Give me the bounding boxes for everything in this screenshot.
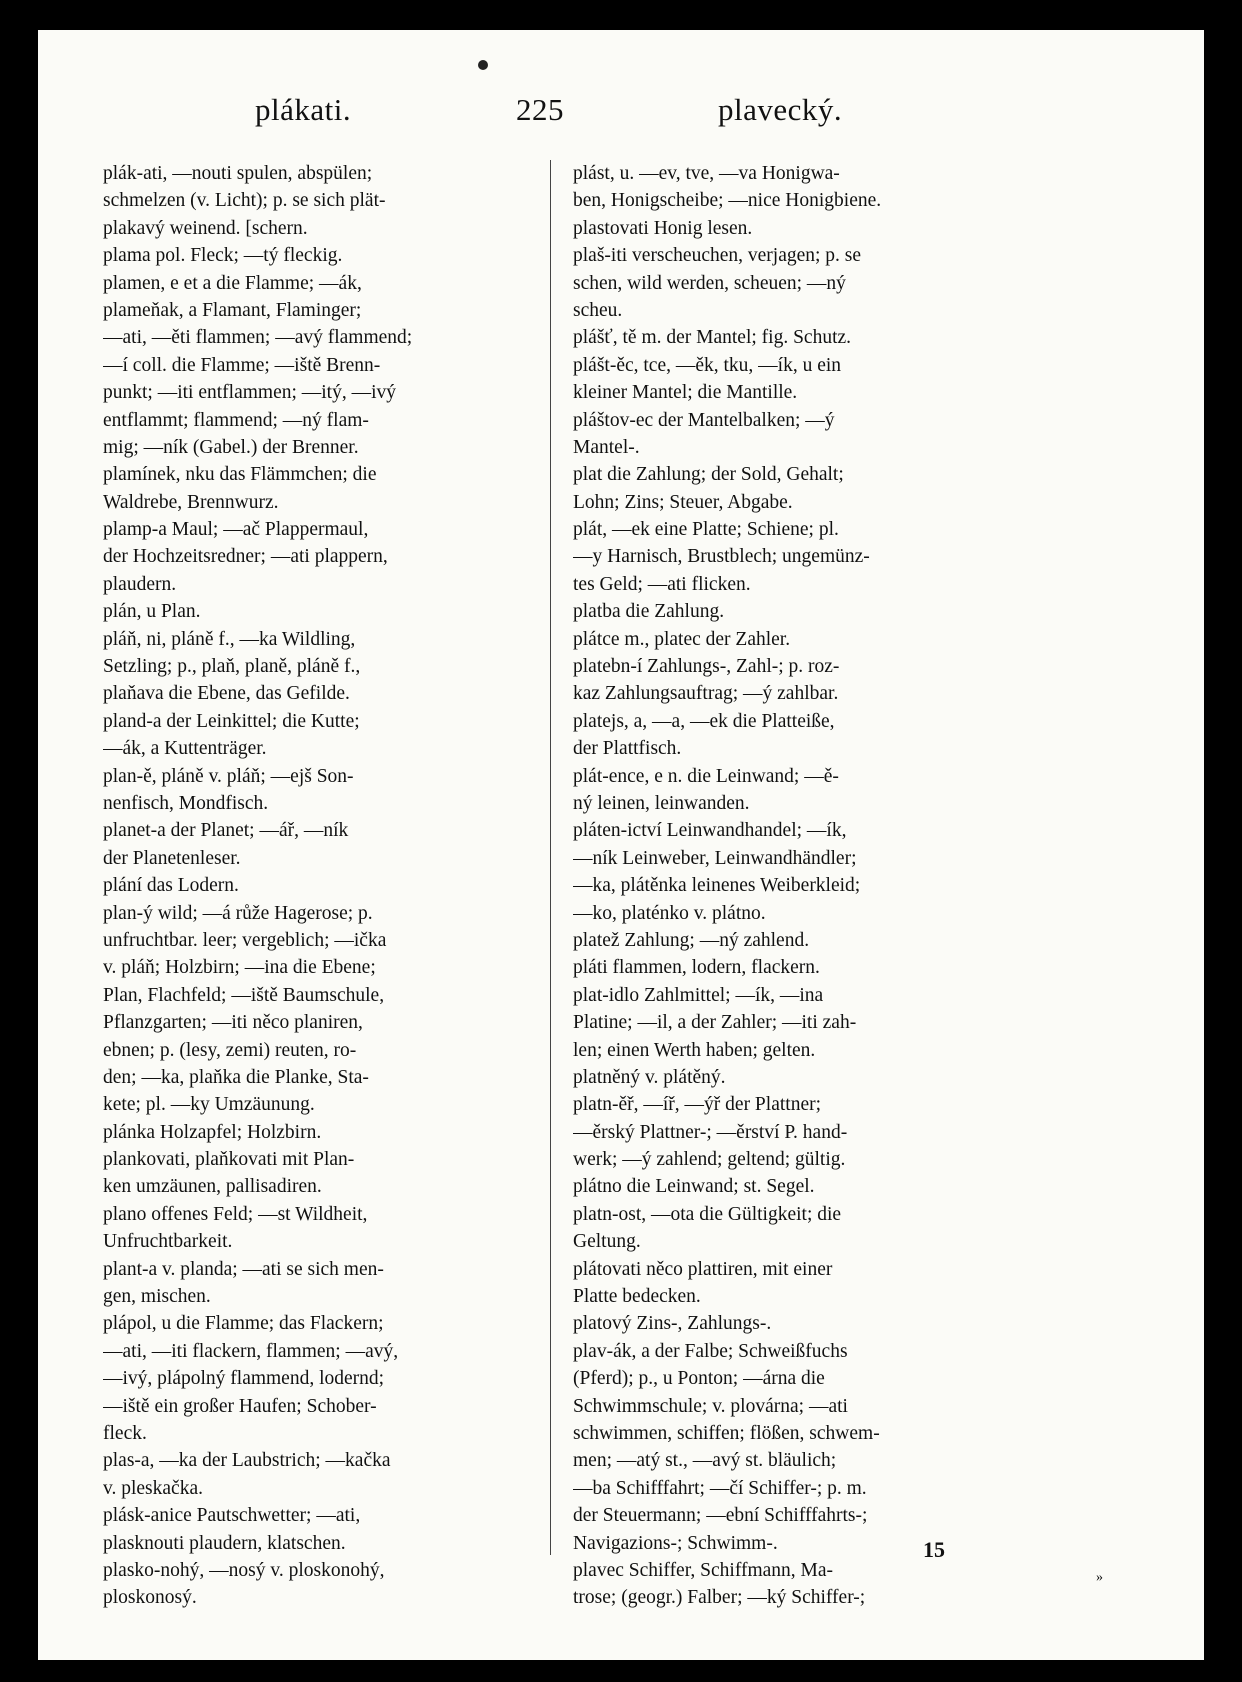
text-line: schmelzen (v. Licht); p. se sich plät- (103, 190, 386, 212)
text-line: plátovati něco plattiren, mit einer (573, 1258, 833, 1280)
text-line: plamp-a Maul; —ač Plappermaul, (103, 519, 369, 541)
text-line: plat die Zahlung; der Sold, Gehalt; (573, 464, 844, 486)
text-line: Waldrebe, Brennwurz. (103, 491, 279, 513)
text-line: plama pol. Fleck; —tý fleckig. (103, 245, 343, 267)
text-line: der Planetenleser. (103, 847, 241, 869)
text-line: Mantel-. (573, 436, 640, 458)
text-line: Setzling; p., plaň, planě, pláně f., (103, 656, 361, 678)
text-line: plakavý weinend. [schern. (103, 217, 308, 239)
text-line: planet-a der Planet; —ář, —ník (103, 820, 349, 842)
text-line: plání das Lodern. (103, 875, 239, 897)
text-line: platněný v. plátěný. (573, 1066, 726, 1088)
text-line: gen, mischen. (103, 1286, 211, 1308)
text-line: —ati, —iti flackern, flammen; —avý, (103, 1340, 399, 1362)
text-line: plat-idlo Zahlmittel; —ík, —ina (573, 984, 824, 1006)
text-line: schwimmen, schiffen; flößen, schwem- (573, 1422, 880, 1444)
text-line: schen, wild werden, scheuen; —ný (573, 272, 846, 294)
text-line: plamen, e et a die Flamme; —ák, (103, 272, 362, 294)
text-line: Navigazions-; Schwimm-. (573, 1532, 778, 1554)
text-line: —ka, plátěnka leinenes Weiberkleid; (573, 875, 861, 897)
scan-dot (478, 60, 488, 70)
text-line: plasko-nohý, —nosý v. ploskonohý, (103, 1559, 385, 1581)
text-line: —ník Leinweber, Leinwandhändler; (573, 847, 857, 869)
text-line: —y Harnisch, Brustblech; ungemünz- (573, 546, 870, 568)
text-line: plano offenes Feld; —st Wildheit, (103, 1203, 368, 1225)
text-line: plán, u Plan. (103, 601, 201, 623)
text-line: ken umzäunen, pallisadiren. (103, 1176, 322, 1198)
text-line: nenfisch, Mondfisch. (103, 792, 269, 814)
text-line: der Hochzeitsredner; —ati plappern, (103, 546, 388, 568)
page-number: 225 (516, 92, 564, 127)
text-line: plášť, tě m. der Mantel; fig. Schutz. (573, 327, 852, 349)
text-line: —ati, —ěti flammen; —avý flammend; (103, 327, 413, 349)
text-line: plápol, u die Flamme; das Flackern; (103, 1313, 384, 1335)
text-line: plastovati Honig lesen. (573, 217, 753, 239)
page-header (38, 92, 1204, 152)
text-line: entflammt; flammend; —ný flam- (103, 409, 369, 431)
text-line: plasknouti plaudern, klatschen. (103, 1532, 346, 1554)
header-last-entry: plavecký. (718, 92, 843, 127)
text-line: —ivý, plápolný flammend, lodernd; (103, 1368, 385, 1390)
text-line: kleiner Mantel; die Mantille. (573, 382, 798, 404)
text-line: plavec Schiffer, Schiffmann, Ma- (573, 1559, 834, 1581)
text-line: Plan, Flachfeld; —iště Baumschule, (103, 984, 385, 1006)
text-line: pláň, ni, pláně f., —ka Wildling, (103, 628, 356, 650)
text-line: plátno die Leinwand; st. Segel. (573, 1176, 815, 1198)
text-line: pláštov-ec der Mantelbalken; —ý (573, 409, 835, 431)
text-line: —ko, platénko v. plátno. (573, 902, 766, 924)
text-line: Schwimmschule; v. plovárna; —ati (573, 1395, 848, 1417)
text-line: plánka Holzapfel; Holzbirn. (103, 1121, 322, 1143)
text-line: plav-ák, a der Falbe; Schweißfuchs (573, 1340, 848, 1362)
text-line: der Steuermann; —ební Schifffahrts-; (573, 1505, 868, 1527)
text-line: plankovati, plaňkovati mit Plan- (103, 1149, 355, 1171)
text-line: Lohn; Zins; Steuer, Abgabe. (573, 491, 793, 513)
text-line: den; —ka, plaňka die Planke, Sta- (103, 1066, 369, 1088)
text-line: punkt; —iti entflammen; —itý, —ivý (103, 382, 397, 404)
right-column (573, 160, 1018, 1612)
text-line: Geltung. (573, 1231, 641, 1253)
text-line: unfruchtbar. leer; vergeblich; —ička (103, 929, 387, 951)
text-line: v. pleskačka. (103, 1477, 203, 1499)
text-line: plaňava die Ebene, das Gefilde. (103, 683, 350, 705)
text-line: pláten-ictví Leinwandhandel; —ík, (573, 820, 847, 842)
text-line: plas-a, —ka der Laubstrich; —kačka (103, 1450, 391, 1472)
text-line: werk; —ý zahlend; geltend; gültig. (573, 1149, 846, 1171)
text-line: scheu. (573, 299, 623, 321)
text-line: platebn-í Zahlungs-, Zahl-; p. roz- (573, 656, 840, 678)
margin-mark: » (1096, 1570, 1103, 1585)
text-line: plan-ě, pláně v. pláň; —ejš Son- (103, 765, 354, 787)
text-line: plák-ati, —nouti spulen, abspülen; (103, 163, 373, 184)
text-line: plát, —ek eine Platte; Schiene; pl. (573, 519, 839, 541)
dictionary-page (38, 30, 1204, 1660)
text-line: platejs, a, —a, —ek die Platteiße, (573, 710, 835, 732)
text-line: ben, Honigscheibe; —nice Honigbiene. (573, 190, 882, 212)
text-line: plameňak, a Flamant, Flaminger; (103, 299, 362, 321)
text-line: plásk-anice Pautschwetter; —ati, (103, 1505, 361, 1527)
text-line: plamínek, nku das Flämmchen; die (103, 464, 377, 486)
text-line: v. pláň; Holzbirn; —ina die Ebene; (103, 957, 376, 979)
text-line: fleck. (103, 1422, 147, 1444)
text-line: platový Zins-, Zahlungs-. (573, 1313, 772, 1335)
text-line: platn-ěř, —íř, —ýř der Plattner; (573, 1094, 822, 1116)
text-line: len; einen Werth haben; gelten. (573, 1039, 816, 1061)
text-line: plant-a v. planda; —ati se sich men- (103, 1258, 384, 1280)
left-column (103, 160, 548, 1612)
text-line: —í coll. die Flamme; —iště Brenn- (103, 354, 381, 376)
text-line: —ák, a Kuttenträger. (103, 738, 267, 760)
text-line: plaudern. (103, 573, 177, 595)
signature-mark: 15 (923, 1537, 945, 1562)
text-line: plaš-iti verscheuchen, verjagen; p. se (573, 245, 862, 267)
text-line: kete; pl. —ky Umzäunung. (103, 1094, 315, 1116)
text-line: platež Zahlung; —ný zahlend. (573, 929, 810, 951)
text-line: platba die Zahlung. (573, 601, 725, 623)
text-line: pláti flammen, lodern, flackern. (573, 957, 820, 979)
text-line: (Pferd); p., u Ponton; —árna die (573, 1368, 825, 1390)
text-line: platn-ost, —ota die Gültigkeit; die (573, 1203, 842, 1225)
text-line: ebnen; p. (lesy, zemi) reuten, ro- (103, 1039, 357, 1061)
text-line: plan-ý wild; —á růže Hagerose; p. (103, 902, 373, 924)
text-line: plást, u. —ev, tve, —va Honigwa- (573, 163, 840, 184)
text-line: mig; —ník (Gabel.) der Brenner. (103, 436, 359, 458)
column-divider (550, 160, 551, 1555)
text-line: plátce m., platec der Zahler. (573, 628, 791, 650)
text-line: —iště ein großer Haufen; Schober- (103, 1395, 377, 1417)
text-line: kaz Zahlungsauftrag; —ý zahlbar. (573, 683, 839, 705)
text-line: Platte bedecken. (573, 1286, 701, 1308)
text-line: plát-ence, e n. die Leinwand; —ě- (573, 765, 839, 787)
text-line: Unfruchtbarkeit. (103, 1231, 233, 1253)
text-line: ný leinen, leinwanden. (573, 792, 750, 814)
text-line: der Plattfisch. (573, 738, 682, 760)
text-line: men; —atý st., —avý st. bläulich; (573, 1450, 837, 1472)
text-line: ploskonosý. (103, 1587, 197, 1609)
text-line: trose; (geogr.) Falber; —ký Schiffer-; (573, 1587, 866, 1609)
text-line: pland-a der Leinkittel; die Kutte; (103, 710, 360, 732)
text-line: —ěrský Plattner-; —ěrství P. hand- (573, 1121, 848, 1143)
text-line: plášt-ěc, tce, —ěk, tku, —ík, u ein (573, 354, 842, 376)
text-line: tes Geld; —ati flicken. (573, 573, 751, 595)
text-line: Platine; —il, a der Zahler; —iti zah- (573, 1012, 857, 1034)
header-first-entry: plákati. (255, 92, 352, 127)
text-line: Pflanzgarten; —iti něco planiren, (103, 1012, 363, 1034)
text-line: —ba Schifffahrt; —čí Schiffer-; p. m. (573, 1477, 867, 1499)
